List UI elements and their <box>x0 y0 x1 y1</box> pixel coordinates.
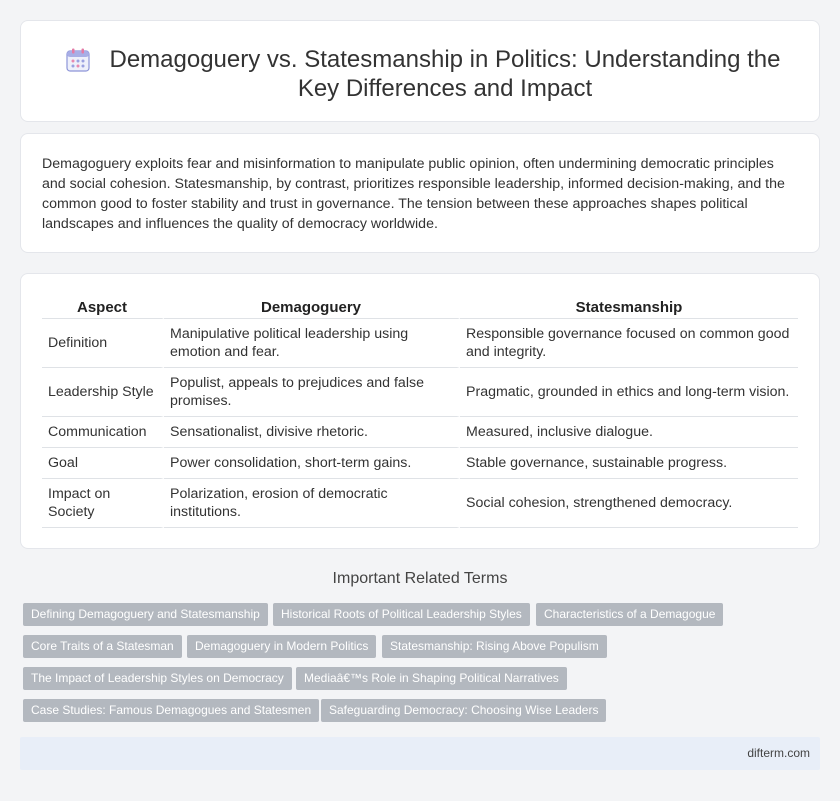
row-demagoguery: Manipulative political leadership using emotion and fear. <box>164 319 460 368</box>
related-tag[interactable]: Characteristics of a Demagogue <box>536 603 723 626</box>
page-title: Demagoguery vs. Statesmanship in Politics: Understanding the Key Differences and Impact <box>109 46 781 102</box>
title-card <box>20 20 820 122</box>
table-row <box>42 417 798 448</box>
related-tag[interactable]: Demagoguery in Modern Politics <box>187 635 376 658</box>
footer <box>20 737 820 770</box>
comparison-table <box>42 296 798 528</box>
row-aspect: Impact on Society <box>42 479 164 528</box>
related-terms-title: Important Related Terms <box>332 570 508 587</box>
calendar-icon <box>65 47 91 73</box>
header-demagoguery: Demagoguery <box>164 296 460 319</box>
related-tag[interactable]: Defining Demagoguery and Statesmanship <box>23 603 268 626</box>
related-tag[interactable]: Historical Roots of Political Leadership Styles <box>273 603 530 626</box>
row-demagoguery: Polarization, erosion of democratic institutions. <box>164 479 460 528</box>
row-statesmanship: Stable governance, sustainable progress. <box>460 448 798 479</box>
intro-text: Demagoguery exploits fear and misinformation to manipulate public opinion, often undermining democratic principles and social cohesion. Statesmanship, by contrast, prioritizes responsible leadership, informed decision-making, and the common good to foster stability and trust in governance. The tension between these approaches shapes political landscapes and influences the quality of democracy worldwide. <box>42 156 785 232</box>
comparison-card <box>20 273 820 549</box>
related-tag[interactable]: Statesmanship: Rising Above Populism <box>382 635 607 658</box>
row-statesmanship: Measured, inclusive dialogue. <box>460 417 798 448</box>
row-statesmanship: Pragmatic, grounded in ethics and long-term vision. <box>460 368 798 417</box>
table-row <box>42 319 798 368</box>
related-tag[interactable]: Mediaâ€™s Role in Shaping Political Narratives <box>296 667 567 690</box>
header-aspect: Aspect <box>42 296 164 319</box>
table-row <box>42 368 798 417</box>
row-aspect: Goal <box>42 448 164 479</box>
related-tag[interactable]: Case Studies: Famous Demagogues and Statesmen <box>23 699 319 722</box>
related-tag[interactable]: Core Traits of a Statesman <box>23 635 182 658</box>
footer-brand[interactable]: difterm.com <box>747 746 810 760</box>
related-tag[interactable]: The Impact of Leadership Styles on Democracy <box>23 667 292 690</box>
table-header-row <box>42 296 798 319</box>
row-demagoguery: Power consolidation, short-term gains. <box>164 448 460 479</box>
table-row <box>42 479 798 528</box>
related-tag[interactable]: Safeguarding Democracy: Choosing Wise Leaders <box>321 699 606 722</box>
row-demagoguery: Sensationalist, divisive rhetoric. <box>164 417 460 448</box>
header-statesmanship: Statesmanship <box>460 296 798 319</box>
row-aspect: Definition <box>42 319 164 368</box>
row-aspect: Communication <box>42 417 164 448</box>
row-demagoguery: Populist, appeals to prejudices and false promises. <box>164 368 460 417</box>
row-statesmanship: Responsible governance focused on common good and integrity. <box>460 319 798 368</box>
row-aspect: Leadership Style <box>42 368 164 417</box>
row-statesmanship: Social cohesion, strengthened democracy. <box>460 479 798 528</box>
intro-card <box>20 133 820 253</box>
table-row <box>42 448 798 479</box>
